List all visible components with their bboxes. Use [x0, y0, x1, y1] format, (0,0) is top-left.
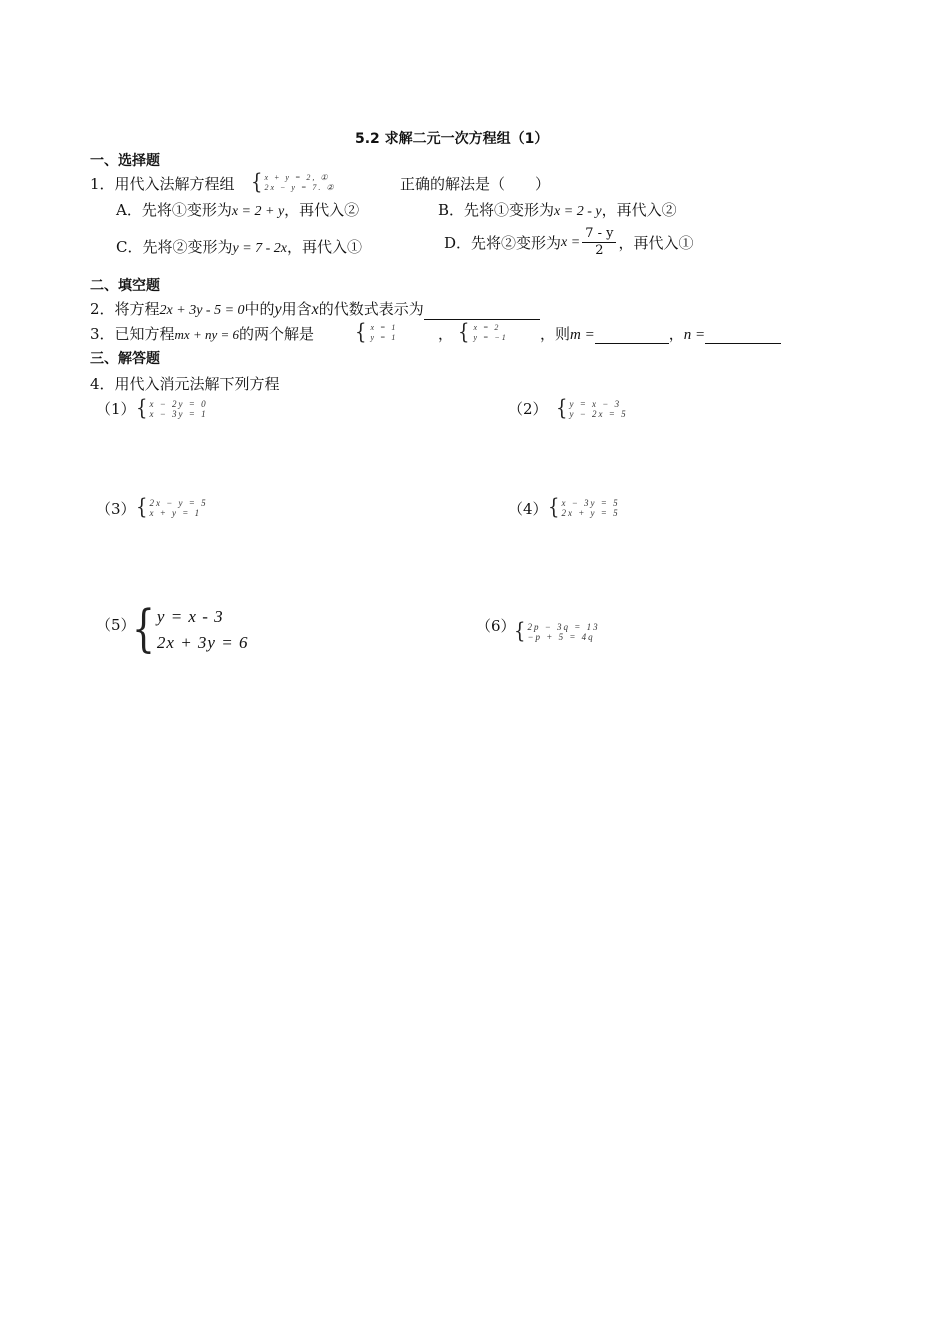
system-row: 2x − y = 7. ②	[264, 183, 336, 192]
question-3-mid: 的两个解是	[239, 325, 315, 343]
system-row: y − 2x = 5	[569, 409, 628, 419]
question-2-var-y: y	[274, 301, 282, 318]
answer-blank-n[interactable]	[705, 329, 781, 344]
system-row: x − 3y = 5	[561, 498, 620, 508]
question-1-system	[251, 169, 336, 195]
brace-icon: {	[548, 494, 560, 520]
system-row: x − 2y = 0	[149, 399, 208, 409]
option-c-text: C．先将②变形为	[116, 238, 233, 256]
section-heading-fill: 二、填空题	[90, 278, 160, 294]
question-3-pre	[90, 325, 314, 344]
equation-system-4	[548, 494, 620, 520]
item-label: （5）	[96, 616, 136, 634]
option-b-expr: x = 2 - y	[554, 204, 602, 219]
question-3-solution-1	[355, 319, 398, 345]
brace-icon: {	[355, 319, 367, 345]
question-2-mid2: 用含	[281, 300, 312, 318]
system-row: x = 2	[473, 323, 501, 332]
answer-blank-m[interactable]	[595, 329, 669, 344]
item-label: （3）	[96, 500, 136, 518]
option-c	[116, 238, 362, 258]
item-label: （6）	[476, 617, 516, 635]
system-row: x + y = 2, ①	[264, 173, 330, 182]
question-2-expr: 2x + 3y - 5 = 0	[159, 303, 245, 318]
question-2-mid1: 中的	[244, 300, 275, 318]
option-d-post: ，再代入①	[618, 233, 694, 252]
question-3-pre-text: 3．已知方程	[90, 325, 175, 343]
option-a	[116, 201, 359, 221]
section-heading-solve: 三、解答题	[90, 351, 160, 367]
section-heading-choice: 一、选择题	[90, 153, 160, 169]
system-row: y = x − 3	[569, 399, 622, 409]
system-row: 2x − y = 5	[149, 498, 208, 508]
fraction-denominator: 2	[595, 243, 604, 258]
option-d-lhs: x =	[561, 234, 581, 250]
question-3-then: ，则	[540, 325, 571, 343]
question-3-m: m =	[570, 327, 595, 343]
option-b	[438, 201, 677, 221]
question-2-pre: 2．将方程	[90, 300, 160, 318]
brace-icon: {	[136, 494, 148, 520]
option-d	[444, 226, 694, 259]
option-c-expr: y = 7 - 2x	[232, 241, 288, 256]
system-row: 2x + y = 5	[561, 508, 620, 518]
equation-system-5	[132, 600, 249, 658]
system-row: −p + 5 = 4q	[527, 632, 595, 642]
question-2-var-x: x	[311, 301, 319, 318]
system-row: x + y = 1	[149, 508, 202, 518]
system-row: 2p − 3q = 13	[527, 622, 600, 632]
question-3-expr: mx + ny = 6	[174, 327, 240, 342]
system-row: y = 1	[370, 333, 398, 342]
question-2-post: 的代数式表示为	[318, 300, 424, 318]
fraction-numerator: 7 - y	[582, 226, 616, 243]
brace-icon: {	[458, 319, 470, 345]
question-2	[90, 300, 540, 320]
option-b-post: ，再代入②	[601, 201, 677, 219]
system-row: x = 1	[370, 323, 398, 332]
answer-blank[interactable]	[424, 305, 540, 320]
question-1-stem-post: 正确的解法是（ ）	[400, 175, 551, 193]
option-b-text: B．先将①变形为	[438, 201, 555, 219]
brace-icon: {	[136, 395, 148, 421]
equation-system-2	[556, 395, 628, 421]
question-3-sep: ，	[438, 325, 454, 343]
option-c-post: ，再代入①	[287, 238, 363, 256]
question-1-stem-text: 1．用代入法解方程组	[90, 175, 235, 193]
question-3-solution-2	[458, 319, 508, 345]
system-row: y = −1	[473, 333, 508, 342]
question-1-stem	[90, 175, 235, 193]
brace-icon: {	[514, 618, 526, 644]
page-title: 5.2 求解二元一次方程组（1）	[355, 131, 549, 147]
brace-icon: {	[132, 600, 155, 658]
option-d-fraction	[582, 226, 616, 259]
brace-icon: {	[556, 395, 568, 421]
equation-system-1	[136, 395, 208, 421]
question-4-stem: 4．用代入消元法解下列方程	[90, 375, 280, 393]
option-a-post: ，再代入②	[284, 201, 360, 219]
equation-system-3	[136, 494, 208, 520]
item-label: （2）	[508, 400, 548, 418]
option-a-expr: x = 2 + y	[231, 204, 285, 219]
question-3-n: n =	[683, 327, 706, 343]
question-3-comma: ，	[668, 325, 684, 343]
option-d-text: D．先将②变形为	[444, 233, 562, 252]
system-row: x − 3y = 1	[149, 409, 208, 419]
question-3-answers	[540, 325, 781, 344]
system-row: 2x + 3y = 6	[156, 633, 249, 652]
brace-icon: {	[251, 169, 263, 195]
item-label: （1）	[96, 400, 136, 418]
item-label: （4）	[508, 500, 548, 518]
option-a-text: A．先将①变形为	[116, 201, 232, 219]
equation-system-6	[514, 618, 600, 644]
system-row: y = x - 3	[156, 607, 224, 626]
